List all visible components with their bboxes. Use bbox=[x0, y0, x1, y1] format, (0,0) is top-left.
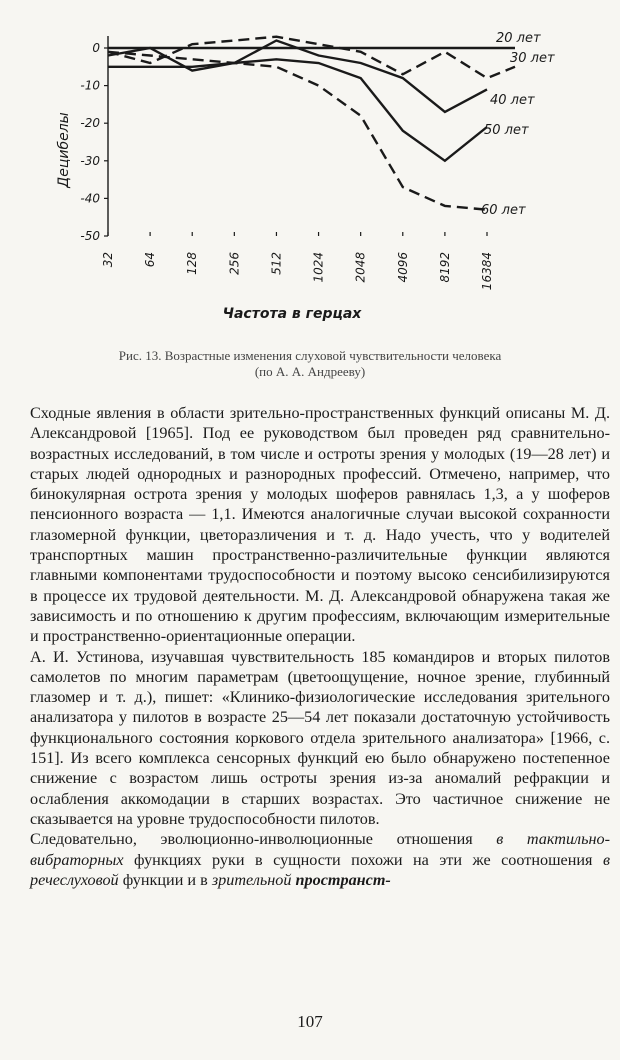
paragraph-3-text-1: Следовательно, эволюционно-инволюционные отношения bbox=[30, 830, 497, 849]
caption-line-1: Рис. 13. Возрастные изменения слуховой чувствительности человека bbox=[118, 348, 502, 363]
series-label: 30 лет bbox=[510, 51, 555, 66]
series-line bbox=[108, 52, 487, 210]
paragraph-2: А. И. Устинова, изучавшая чувствительность 185 командиров и вторых пилотов самолетов по многим параметрам (цветоощущение, ночное зрение, глубинный глазомер и т. д.), пишет: «Клинико-физиологические исследования зрительного анализатора у пилотов в возрасте 25—54 лет показали достаточную устойчивость функционального состояния коркового отдела зрительного анализатора» [1966, с. 151]. Из всего комплекса сенсорных функций ею было обнаружено постепенное снижение с возрастом лишь остроты зрения из-за аномалий рефракции и ослабления аккомодации в старших возрастах. Это частичное снижение не сказывается на уровне трудоспособности пилотов. bbox=[30, 647, 610, 828]
paragraph-3-italic-3: зрительной bbox=[211, 870, 292, 889]
paragraph-3 bbox=[30, 829, 610, 890]
y-tick-label: -40 bbox=[80, 191, 100, 206]
series-label: 20 лет bbox=[496, 31, 541, 46]
x-tick-label: 2048 bbox=[353, 252, 368, 283]
series-label: 60 лет bbox=[481, 203, 526, 218]
x-tick-label: 64 bbox=[143, 252, 158, 268]
y-axis-label: Децибелы bbox=[56, 112, 72, 188]
paragraph-3-italic-1: в тактильно-вибраторных bbox=[30, 830, 610, 869]
paragraph-3-italic-2: в речеслуховой bbox=[30, 850, 610, 889]
x-tick-label: 4096 bbox=[395, 252, 410, 283]
x-tick-label: 512 bbox=[269, 252, 284, 275]
series-label: 40 лет bbox=[490, 93, 535, 108]
x-tick-label: 1024 bbox=[311, 252, 326, 283]
x-tick-label: 32 bbox=[101, 252, 115, 268]
paragraph-1: Сходные явления в области зрительно-пространственных функций описаны М. Д. Александровой [1965]. Под ее руководством был проведен ряд сравнительно-возрастных исследований, в том числе и остроты зрения у молодых (19—28 лет) и старых людей однородных и разнородных профессий. Отмечено, например, что бинокулярная острота зрения у молодых шоферов равнялась 1,3, а у шоферов пенсионного возраста — 1,1. Имеются аналогичные случаи высокой сохранности глазомерной функции, цветоразличения и т. д. Надо учесть, что у водителей транспортных машин пространственно-различительные функции являются главными компонентами трудоспособности и поэтому высоко сенсибилизируются в процессе их трудовой деятельности. М. Д. Александровой обнаружена такая же зависимость и по отношению к другим профессиям, включающим измерительные и пространственно-ориентационные операции. bbox=[30, 404, 610, 646]
x-axis-label: Частота в герцах bbox=[222, 306, 362, 322]
y-tick-label: -50 bbox=[80, 229, 100, 243]
figure-caption bbox=[0, 348, 620, 380]
series-line bbox=[108, 59, 487, 161]
x-tick-label: 256 bbox=[227, 251, 242, 275]
y-tick-label: -30 bbox=[80, 153, 100, 168]
body-text bbox=[30, 403, 610, 890]
y-tick-label: -10 bbox=[80, 78, 100, 93]
paragraph-3-text-3: функции и в bbox=[118, 870, 212, 889]
hearing-sensitivity-chart bbox=[0, 0, 620, 340]
x-tick-label: 128 bbox=[185, 252, 200, 275]
y-tick-label: -20 bbox=[80, 116, 100, 131]
x-tick-label: 8192 bbox=[437, 252, 452, 283]
paragraph-3-bold-italic: пространст- bbox=[295, 870, 391, 889]
series-label: 50 лет bbox=[484, 123, 529, 138]
page-number: 107 bbox=[297, 1012, 323, 1031]
x-tick-label: 16384 bbox=[480, 252, 494, 291]
caption-line-2: (по А. А. Андрееву) bbox=[254, 364, 366, 379]
paragraph-3-text-2: функциях руки в сущности похожи на эти же соотношения bbox=[123, 850, 603, 869]
y-tick-label: 0 bbox=[92, 41, 100, 55]
